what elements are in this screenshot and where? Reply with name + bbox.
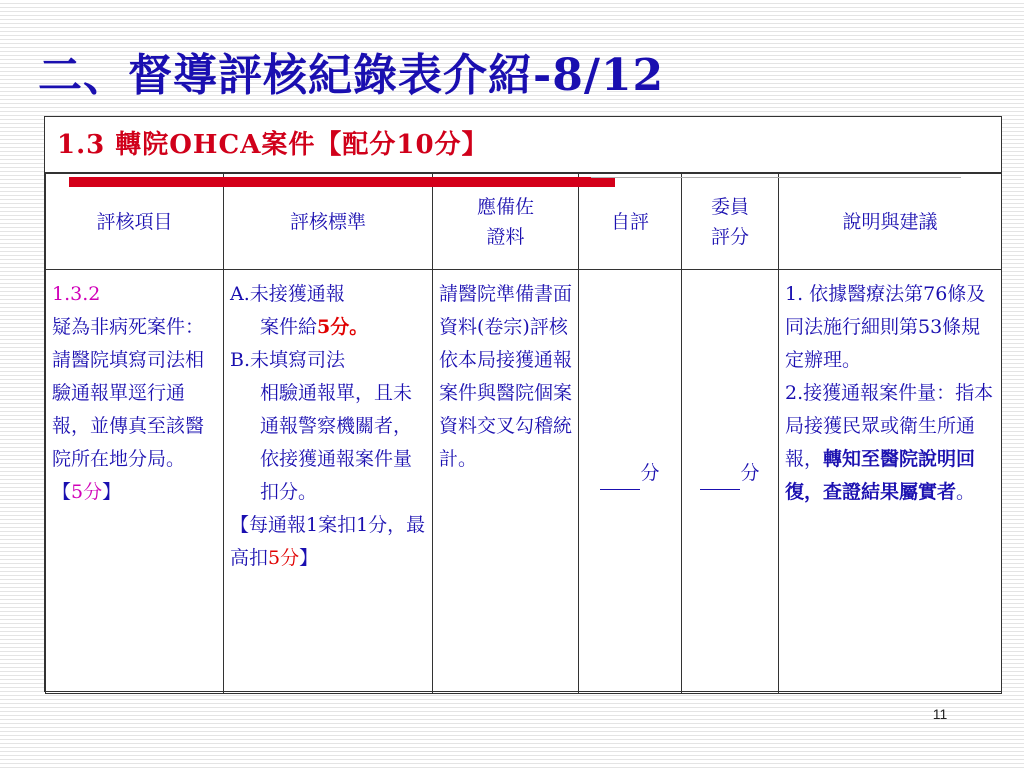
standard-a-rest: 案件給5分。 bbox=[260, 316, 369, 338]
slide-title: 二、督導評核紀錄表介紹-8/12 bbox=[38, 50, 665, 101]
evaluation-table-frame bbox=[44, 116, 1002, 692]
header-notes: 說明與建議 bbox=[779, 174, 1002, 270]
red-accent-bar bbox=[69, 177, 615, 187]
self-score-blank[interactable] bbox=[600, 467, 640, 490]
standard-note: 【每通報1案扣1分，最高扣5分】 bbox=[230, 514, 426, 569]
page-number: 11 bbox=[932, 706, 948, 722]
header-item: 評核項目 bbox=[46, 174, 224, 270]
table-header-row bbox=[46, 174, 1002, 270]
committee-score-unit: 分 bbox=[740, 462, 760, 484]
item-text: 疑為非病死案件：請醫院填寫司法相驗通報單逕行通報，並傳真至該醫院所在地分局。 bbox=[52, 316, 205, 470]
self-score-unit: 分 bbox=[640, 462, 660, 484]
header-self-score: 自評 bbox=[579, 174, 682, 270]
table-row bbox=[46, 270, 1002, 694]
cell-materials: 請醫院準備書面資料(卷宗)評核依本局接獲通報案件與醫院個案資料交叉勾稽統計。 bbox=[433, 270, 579, 694]
section-header bbox=[45, 117, 1001, 173]
cell-notes bbox=[779, 270, 1002, 694]
standard-b-rest: 相驗通報單，且未通報警察機關者，依接獲通報案件量扣分。 bbox=[260, 382, 413, 503]
note-2: 2.接獲通報案件量：指本局接獲民眾或衛生所通報，轉知至醫院說明回復，查證結果屬實者。 bbox=[785, 382, 994, 503]
cell-standard bbox=[224, 270, 433, 694]
header-committee-score: 委員 評分 bbox=[682, 174, 779, 270]
item-score: 【5分】 bbox=[52, 481, 122, 503]
committee-score-blank[interactable] bbox=[700, 467, 740, 490]
header-standard: 評核標準 bbox=[224, 174, 433, 270]
evaluation-table bbox=[45, 173, 1002, 694]
header-materials: 應備佐 證料 bbox=[433, 174, 579, 270]
cell-self-score bbox=[579, 270, 682, 694]
standard-a-prefix: A.未接獲通報 bbox=[230, 283, 345, 305]
note-1: 1. 依據醫療法第76條及同法施行細則第53條規定辦理。 bbox=[785, 283, 986, 371]
standard-b-prefix: B.未填寫司法 bbox=[230, 349, 346, 371]
cell-committee-score bbox=[682, 270, 779, 694]
section-title: 1.3 轉院OHCA案件【配分10分】 bbox=[57, 130, 489, 160]
accent-bar-shadow bbox=[591, 177, 961, 178]
cell-item bbox=[46, 270, 224, 694]
item-code: 1.3.2 bbox=[52, 283, 101, 305]
